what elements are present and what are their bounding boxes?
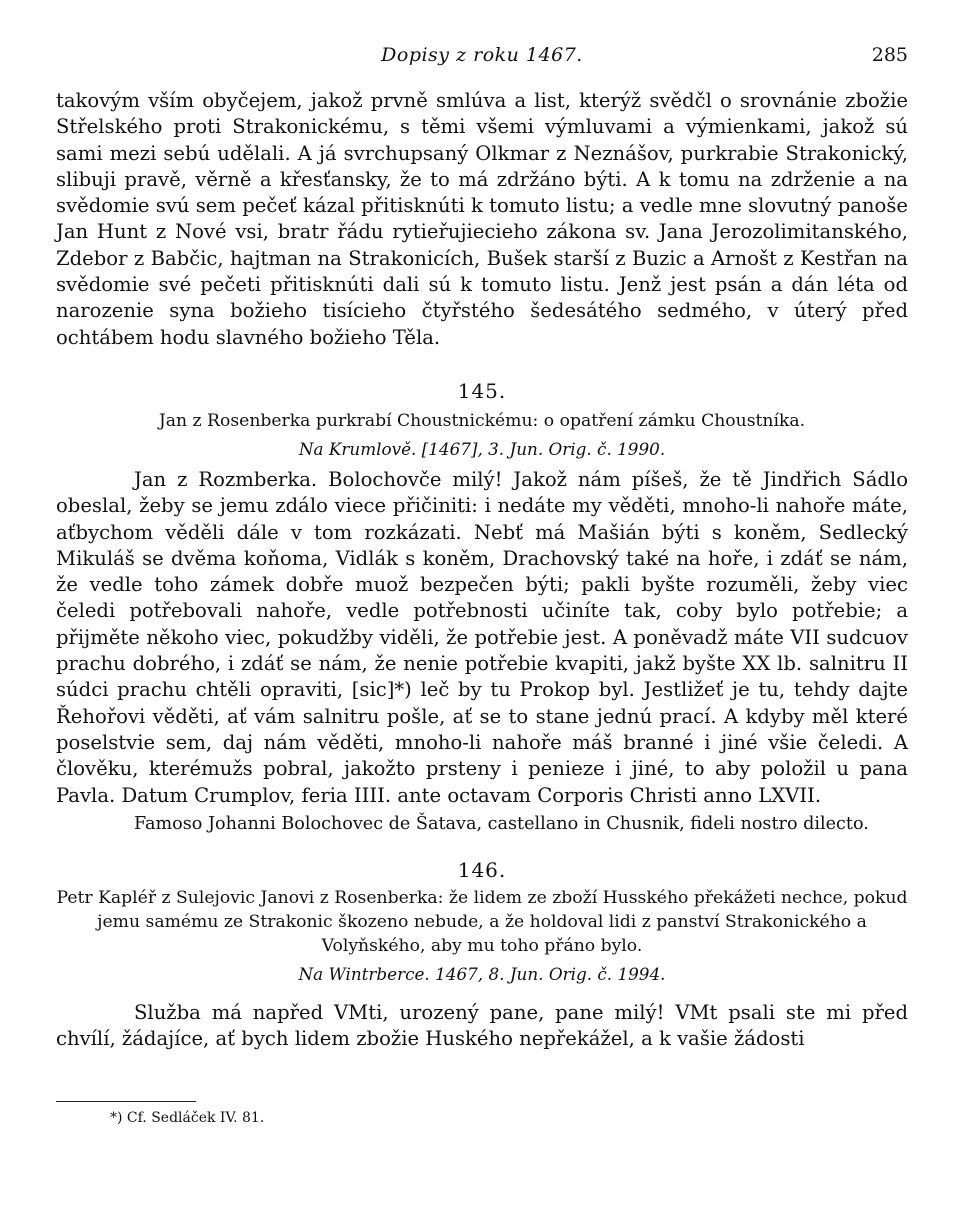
footnote-rule	[56, 1101, 196, 1102]
letter-number: 145.	[457, 378, 507, 403]
letter-146	[56, 858, 908, 1053]
letter-dating: Na Wintrberce. 1467, 8. Jun. Orig. č. 1994.	[298, 963, 666, 984]
letter-dating: Na Krumlově. [1467], 3. Jun. Orig. č. 1990.	[298, 438, 666, 459]
footnote: *) Cf. Sedláček IV. 81.	[110, 1110, 265, 1126]
page-header	[56, 44, 908, 70]
letter-regest: Jan z Rosenberka purkrabí Choustnickému: o opatření zámku Choustníka.	[158, 410, 806, 431]
continuation-paragraph: takovým vším obyčejem, jakož prvně smlúva a list, kterýž svědčl o srovnánie zbožie Střelského proti Strakonickému, s těmi všemi výmluvami a výmienkami, jakož sú sami mezi sebú udělali. A já svrchupsaný Olkmar z Neznášov, purkrabie Strakonický, slibuji pravě, věrně a křesťansky, že to má zdržáno býti. A k tomu na zdrženie a na svědomie svú sem pečeť kázal přitisknúti k tomuto listu; a vedle mne slovutný panoše Jan Hunt z Nové vsi, bratr řádu rytieřujiecieho zákona sv. Jana Jerozolimitanského, Zdebor z Babčic, hajtman na Strakonicích, Bušek starší z Buzic a Arnošt z Kestřan na svědomie své pečeti přitisknúti dali sú k tomuto listu. Jenž jest psán a dán léta od narozenie syna božieho tisícieho čtyřstého šedesátého sedmého, v úterý před ochtábem hodu slavného božieho Těla.	[56, 89, 908, 349]
page-body	[56, 88, 908, 1052]
running-title: Dopisy z roku 1467.	[381, 44, 583, 66]
letter-145	[56, 379, 908, 836]
letter-regest: Petr Kapléř z Sulejovic Janovi z Rosenberka: že lidem ze zboží Husského překážeti nechce, pokud jemu samému ze Strakonic škozeno nebude, a že holdoval lidi z panství Strakonického a Volyňského, aby mu toho přáno bylo.	[56, 887, 908, 956]
letter-address: Famoso Johanni Bolochovec de Šatava, castellano in Chusnik, fideli nostro dilecto.	[134, 813, 869, 834]
letter-number: 146.	[457, 857, 507, 882]
letter-body: Služba má napřed VMti, urozený pane, pane milý! VMt psali ste mi před chvílí, žádajíce, ať bych lidem zbožie Huského nepřekážel, a k vašie žádosti	[56, 1000, 908, 1051]
page-number: 285	[871, 44, 908, 66]
letter-body: Jan z Rozmberka. Bolochovče milý! Jakož nám píšeš, že tě Jindřich Sádlo obeslal, žeby se jemu zdálo viece přičiniti: i nedáte my věděti, mnoho-li nahoře máte, aťbychom věděli dále v tom rozkázati. Nebť má Mašián býti s koněm, Sedlecký Mikuláš se dvěma koňoma, Vidlák s koněm, Drachovský také na hoře, i zdáť se nám, že vedle toho zámek dobře muož bezpečen býti; pakli byšte rozuměli, žeby viec čeledi potřebovali nahoře, vedle potřebnosti učiníte tak, coby bylo potřebie; a přijměte někoho viec, pokudžby viděli, že potřebie jest. A poněvadž máte VII sudcuov prachu dobrého, i zdáť se nám, že nenie potřebie kvapiti, jakž byšte XX lb. salnitru II súdci prachu chtěli opraviti, [sic]*) leč by tu Prokop byl. Jestližeť je tu, tehdy dajte Řehořovi věděti, ať vám salnitru pošle, ať se to stane jednú prací. A kdyby měl které poselstvie sem, daj nám věděti, mnoho-li nahoře máš branné i jiné všie čeledi. A člověku, kterémužs pobral, jakožto prsteny i penieze i jiné, to aby položil u pana Pavla. Datum Crumplov, feria IIII. ante octavam Corporis Christi anno LXVII.	[56, 467, 908, 807]
